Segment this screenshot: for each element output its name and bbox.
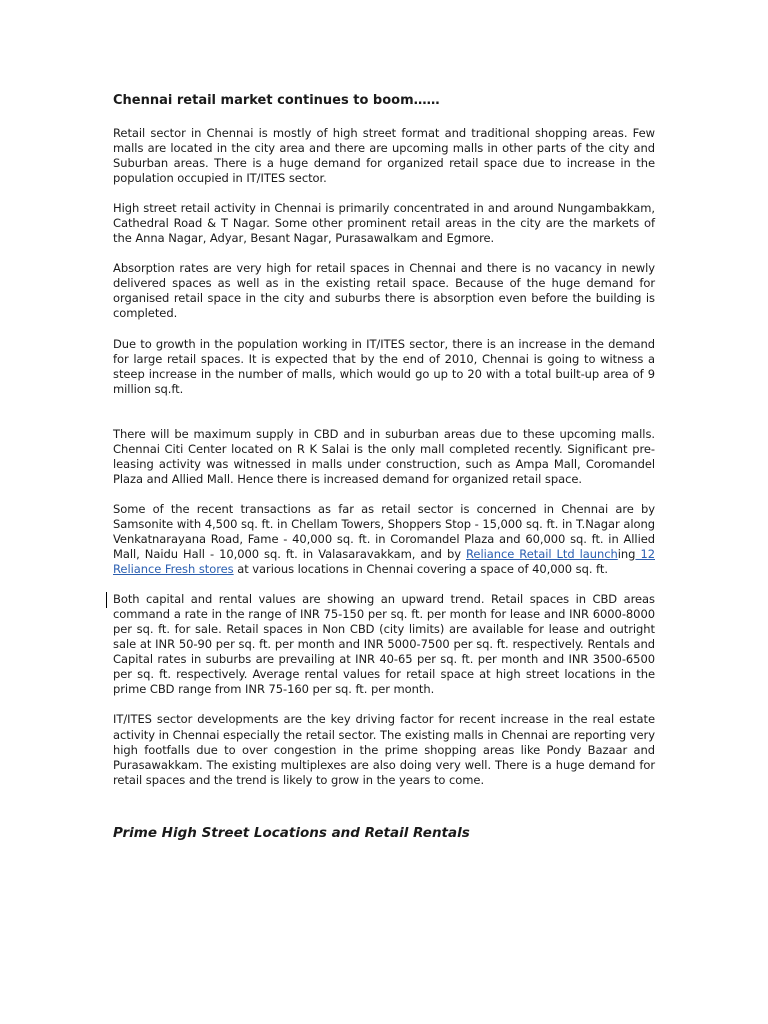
paragraph-retail-sector: Retail sector in Chennai is mostly of high street format and traditional shopping areas. Few malls are located in the city area and there are upcoming malls in other parts of the city and Suburban areas. There is a huge demand for organized retail space due to increase in the population occupied in IT/ITES sector.: [113, 126, 655, 186]
paragraph-values: Both capital and rental values are showing an upward trend. Retail spaces in CBD areas command a rate in the range of INR 75-150 per sq. ft. per month for lease and INR 6000-8000 per sq. ft. for sale. Retail spaces in Non CBD (city limits) are available for lease and outright sale at INR 50-90 per sq. ft. per month and INR 5000-7500 per sq. ft. respectively. Rentals and Capital rates in suburbs are prevailing at INR 40-65 per sq. ft. per month and INR 3500-6500 per sq. ft. respectively. Average rental values for retail space at high street locations in the prime CBD range from INR 75-160 per sq. ft. per month.: [113, 592, 655, 697]
reliance-retail-link[interactable]: Reliance Retail Ltd launch: [466, 547, 618, 562]
transactions-text-before: Some of the recent transactions as far as retail sector is concerned in Chennai are by Samsonite with 4,500 sq. ft. in Chellam Towers, Shoppers Stop - 15,000 sq. ft. in T.Nagar along Venkatnarayana Road, Fame - 40,000 sq. ft. in Coromandel Plaza and 60,000 sq. ft. in Allied Mall, Naidu Hall - 10,000 sq. ft. in Valasaravakkam, and by: [113, 501, 655, 562]
paragraph-absorption: Absorption rates are very high for retail spaces in Chennai and there is no vacancy in newly delivered spaces as well as in the existing retail space. Because of the huge demand for organised retail space in the city and suburbs there is absorption even before the building is completed.: [113, 261, 655, 321]
text-cursor: [106, 592, 107, 608]
transactions-text-mid: ing: [617, 547, 636, 562]
paragraph-supply: There will be maximum supply in CBD and in suburban areas due to these upcoming malls. Chennai Citi Center located on R K Salai is the only mall completed recently. Significant pre-leasing activity was witnessed in malls under construction, such as Ampa Mall, Coromandel Plaza and Allied Mall. Hence there is increased demand for organized retail space.: [113, 426, 655, 486]
section-heading: Prime High Street Locations and Retail Rentals: [113, 824, 470, 841]
paragraph-growth: Due to growth in the population working in IT/ITES sector, there is an increase in the demand for large retail spaces. It is expected that by the end of 2010, Chennai is going to witness a steep increase in the number of malls, which would go up to 20 with a total built-up area of 9 million sq.ft.: [113, 336, 655, 396]
transactions-text-after: at various locations in Chennai covering a space of 40,000 sq. ft.: [233, 562, 608, 577]
document-title: Chennai retail market continues to boom……: [113, 93, 440, 108]
paragraph-it-ites: IT/ITES sector developments are the key driving factor for recent increase in the real estate activity in Chennai especially the retail sector. The existing malls in Chennai are reporting very high footfalls due to over congestion in the prime shopping areas like Pondy Bazaar and Purasawakkam. The existing multiplexes are also doing very well. There is a huge demand for retail spaces and the trend is likely to grow in the years to come.: [113, 712, 655, 787]
paragraph-transactions: [113, 502, 655, 577]
reliance-fresh-link[interactable]: 12 Reliance Fresh stores: [113, 547, 655, 577]
paragraph-high-street: High street retail activity in Chennai is primarily concentrated in and around Nungambakkam, Cathedral Road & T Nagar. Some other prominent retail areas in the city are the markets of the Anna Nagar, Adyar, Besant Nagar, Purasawalkam and Egmore.: [113, 201, 655, 246]
document-body: [113, 92, 655, 842]
